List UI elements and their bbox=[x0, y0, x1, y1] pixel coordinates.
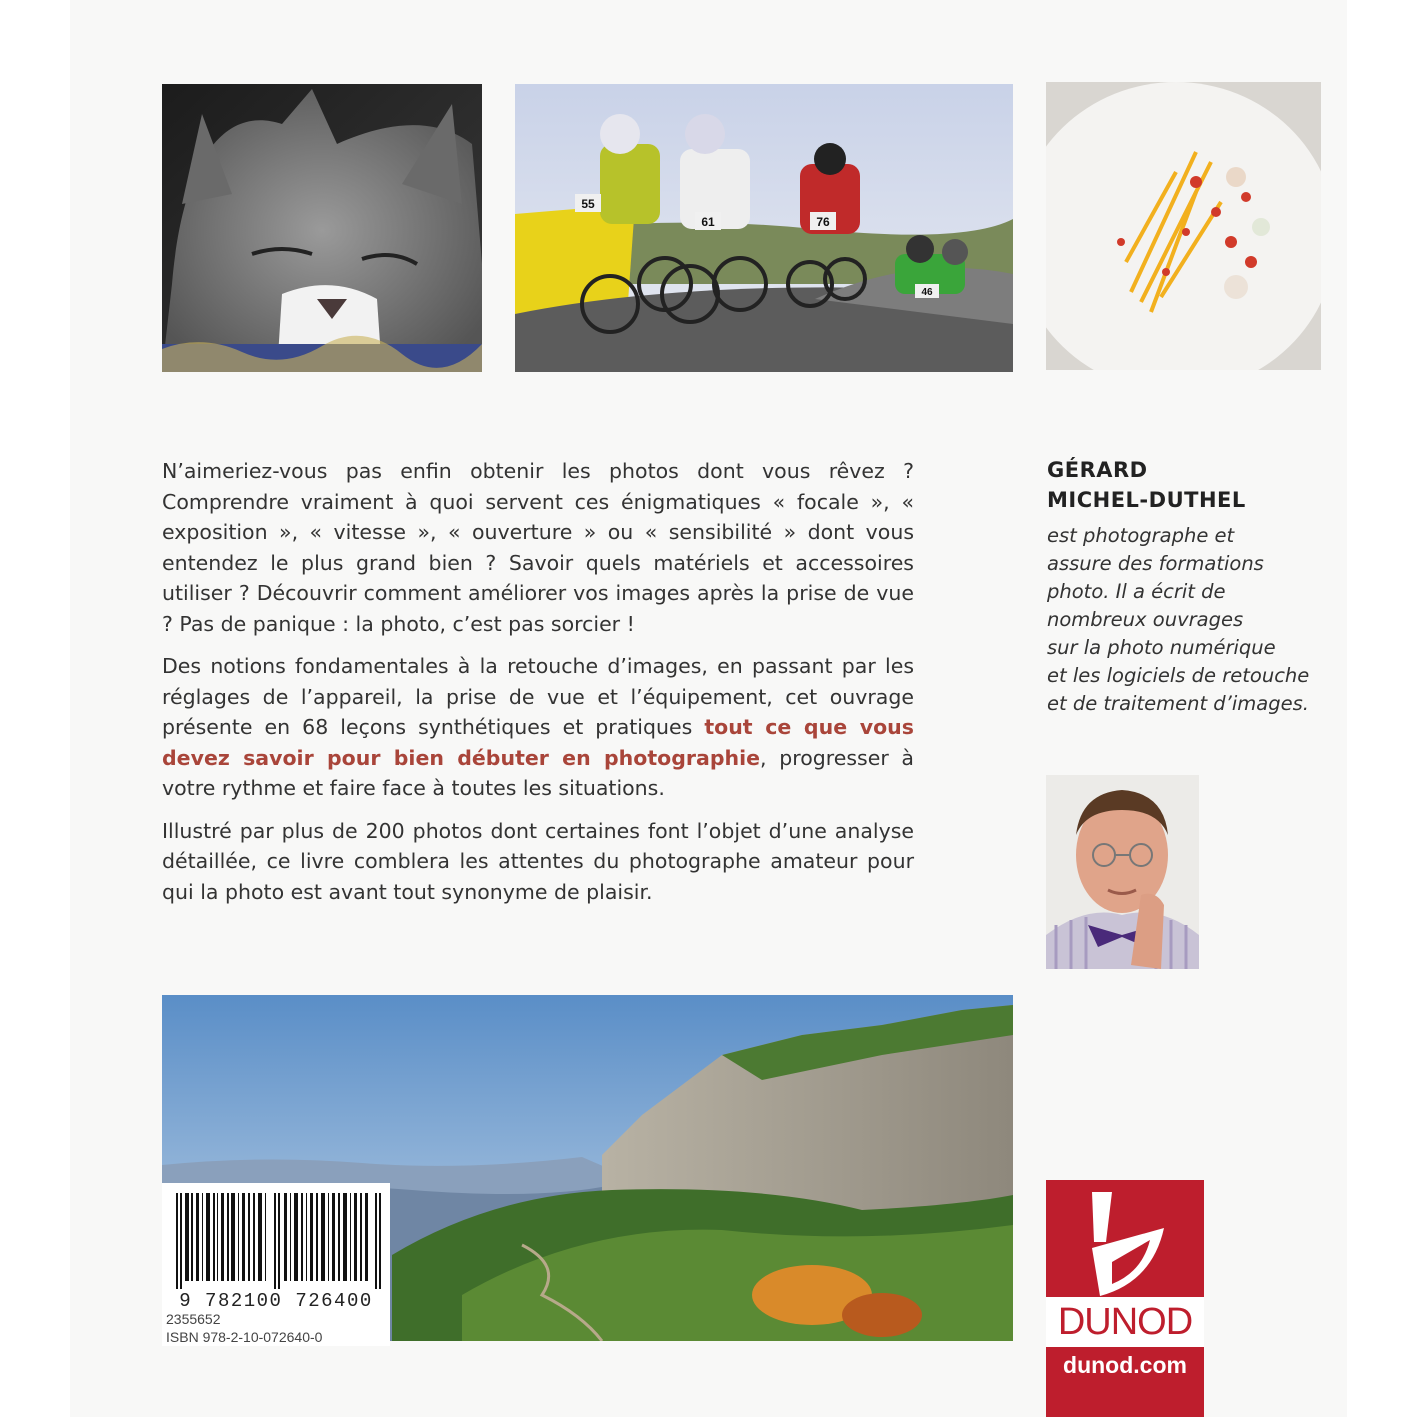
author-bio bbox=[1047, 522, 1337, 718]
description-paragraph-3: Illustré par plus de 200 photos dont certaines font l’objet d’une analyse détaillée, ce livre comblera les attentes du photographe amateur pour qui la photo est avant tout synonyme de plaisir. bbox=[162, 818, 914, 904]
publisher-url: dunod.com bbox=[1063, 1352, 1187, 1378]
bmx-plate-1: 55 bbox=[581, 197, 595, 211]
barcode bbox=[162, 1183, 390, 1346]
author-portrait bbox=[1046, 775, 1199, 969]
author-bio-line: est photographe et bbox=[1047, 524, 1235, 547]
publisher-logo bbox=[1046, 1180, 1204, 1417]
description bbox=[162, 456, 914, 919]
description-paragraph-2 bbox=[162, 651, 914, 804]
bmx-plate-2: 61 bbox=[701, 215, 715, 229]
isbn: ISBN 978-2-10-072640-0 bbox=[166, 1329, 323, 1345]
author-bio-line: sur la photo numérique bbox=[1047, 636, 1276, 659]
plated-dish-photo bbox=[1046, 82, 1321, 370]
author-first-name: GÉRARD bbox=[1047, 458, 1148, 482]
cat-photo bbox=[162, 84, 482, 372]
bmx-race-photo bbox=[515, 84, 1013, 372]
bmx-plate-4: 46 bbox=[921, 287, 933, 298]
author-bio-line: assure des formations bbox=[1047, 552, 1264, 575]
author-last-name: MICHEL-DUTHEL bbox=[1047, 488, 1246, 512]
barcode-bars bbox=[176, 1193, 381, 1289]
author-bio-line: photo. Il a écrit de bbox=[1047, 580, 1226, 603]
paragraph-2-intro: Des notions fondamentales à la retouche d’images, en passant par les réglages de l’appareil, la prise de vue et l’équipement, cet ouvrage présente en 68 leçons synthétiques et pratiques bbox=[162, 654, 914, 739]
barcode-digits: 9 782100 726400 bbox=[179, 1290, 373, 1312]
author-bio-line: et les logiciels de retouche bbox=[1047, 664, 1310, 687]
author-bio-line: et de traitement d’images. bbox=[1047, 692, 1309, 715]
description-paragraph-1: N’aimeriez-vous pas enfin obtenir les photos dont vous rêvez ? Comprendre vraiment à quoi servent ces énigmatiques « focale », « exposition », « vitesse », « ouverture » ou « sensibilité » dont vous entendez le plus grand bien ? Savoir quels matériels et accessoires utiliser ? Découvrir comment améliorer vos images après la prise de vue ? Pas de panique : la photo, c’est pas sorcier ! bbox=[162, 459, 914, 636]
publisher-name: DUNOD bbox=[1046, 1297, 1204, 1347]
highlighted-promise: tout ce que vous devez savoir pour bien débuter en photographie bbox=[162, 715, 914, 770]
bmx-plate-3: 76 bbox=[816, 215, 830, 229]
author-bio-line: nombreux ouvrages bbox=[1047, 608, 1244, 631]
author-name bbox=[1047, 455, 1317, 515]
product-code: 2355652 bbox=[166, 1311, 221, 1327]
paragraph-2-outro: , progresser à votre rythme et faire face à toutes les situations. bbox=[162, 745, 914, 800]
dunod-logo-icon bbox=[1090, 1192, 1168, 1297]
